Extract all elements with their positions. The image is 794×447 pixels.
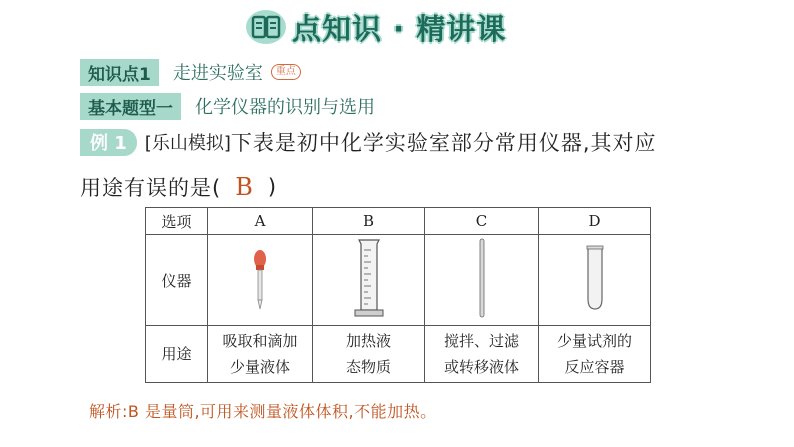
- key-point-badge: 重点: [271, 64, 301, 80]
- analysis-text: 解析:B 是量筒,可用来测量液体体积,不能加热。: [89, 402, 437, 421]
- table-row-use: [146, 326, 651, 383]
- example-source: [乐山模拟]: [144, 133, 231, 154]
- example-text-line2: [80, 172, 277, 202]
- use-text-line: 少量液体: [229, 358, 290, 376]
- instrument-cell: [208, 235, 313, 326]
- table-row-instrument: [146, 235, 651, 326]
- question-type-title: 化学仪器的识别与选用: [195, 97, 375, 118]
- page-header: [244, 8, 506, 46]
- instrument-cell: [425, 235, 539, 326]
- use-cell: [313, 326, 425, 383]
- table-header-row: [146, 208, 651, 235]
- test-tube-icon: [583, 243, 607, 313]
- table-header-option: A: [208, 208, 313, 235]
- example-row: [80, 128, 657, 156]
- instrument-cell: [313, 235, 425, 326]
- table-header-option: D: [539, 208, 651, 235]
- use-text-line: 吸取和滴加: [222, 332, 298, 350]
- question-type-tag: 基本题型一: [80, 93, 181, 120]
- example-tag: 例 1: [80, 129, 137, 156]
- question-type-row: [80, 92, 375, 120]
- example-text-suffix: ): [267, 175, 278, 199]
- instrument-cell: [539, 235, 651, 326]
- dropper-icon: [245, 243, 275, 313]
- use-cell: [208, 326, 313, 383]
- book-icon: [244, 8, 288, 46]
- knowledge-point-title: 走进实验室: [172, 63, 263, 84]
- graduated-cylinder-icon: [349, 236, 389, 320]
- page-title: 点知识 · 精讲课: [292, 11, 507, 46]
- answer-value: B: [235, 173, 254, 201]
- row-label-use: 用途: [146, 326, 208, 383]
- knowledge-point-tag: 知识点1: [80, 59, 159, 86]
- use-text-line: 搅拌、过滤: [443, 332, 519, 350]
- use-text-line: 少量试剂的: [556, 332, 632, 350]
- knowledge-point-row: [80, 58, 301, 86]
- table-header-option: C: [425, 208, 539, 235]
- use-cell: [539, 326, 651, 383]
- row-label-instrument: 仪器: [146, 235, 208, 326]
- glass-rod-icon: [472, 236, 492, 320]
- use-text-line: 态物质: [345, 358, 391, 376]
- use-text-line: 或转移液体: [443, 358, 519, 376]
- use-text-line: 反应容器: [564, 358, 625, 376]
- table-header-option: B: [313, 208, 425, 235]
- example-text-line1: 下表是初中化学实验室部分常用仪器,其对应: [230, 131, 657, 155]
- table-header-label: 选项: [146, 208, 208, 235]
- use-cell: [425, 326, 539, 383]
- use-text-line: 加热液: [345, 332, 391, 350]
- instrument-table: [145, 207, 651, 383]
- example-text-prefix: 用途有误的是(: [80, 176, 222, 200]
